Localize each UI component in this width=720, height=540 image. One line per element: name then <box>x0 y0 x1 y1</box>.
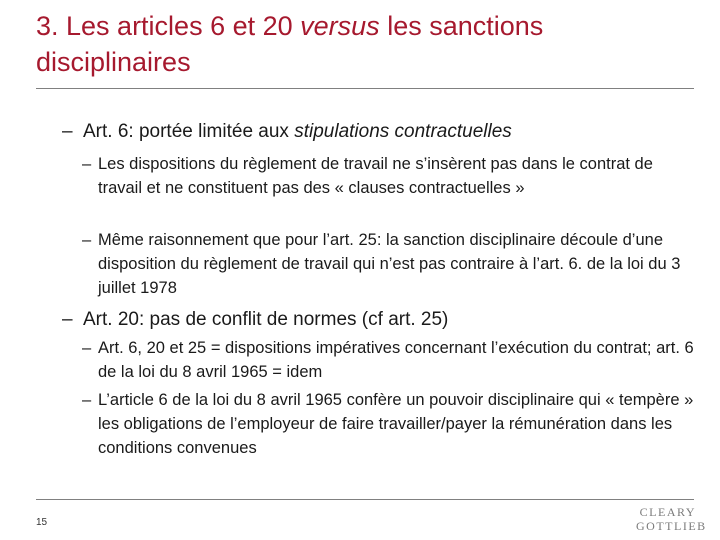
bullet-dash: – <box>62 121 73 142</box>
sub-bullet-text: L’article 6 de la loi du 8 avril 1965 confère un pouvoir disciplinaire qui « tempère » les obligations de l’employeur de faire travailler/payer la rémunération dans les conditions convenues <box>98 391 694 457</box>
page-number: 15 <box>36 517 48 528</box>
sub-bullet <box>82 228 698 300</box>
title-line2: disciplinaires <box>36 47 191 77</box>
logo-line2: GOTTLIEB <box>636 519 707 533</box>
sub-bullet-text: Art. 6, 20 et 25 = dispositions impératives concernant l’exécution du contrat; art. 6 de la loi du 8 avril 1965 = idem <box>98 339 694 381</box>
sub-bullet-dash: – <box>82 155 92 173</box>
slide-title <box>36 8 696 80</box>
title-italic: versus <box>300 11 380 41</box>
sub-bullet-dash: – <box>82 339 92 357</box>
bullet-art-6 <box>62 120 512 144</box>
bullet-text: Art. 20: pas de conflit de normes (cf art. 25) <box>83 309 449 330</box>
sub-bullet <box>82 388 698 460</box>
title-divider <box>36 88 694 89</box>
bullet-text: Art. 6: portée limitée aux <box>83 121 295 142</box>
sub-bullet <box>82 152 698 200</box>
cleary-gottlieb-logo <box>636 505 707 533</box>
sub-bullet-dash: – <box>82 231 92 249</box>
bullet-art-20 <box>62 308 448 332</box>
footer-divider <box>36 499 694 500</box>
sub-bullet-text: Même raisonnement que pour l’art. 25: la sanction disciplinaire découle d’une disposition du règlement de travail qui n’est pas contraire à l’art. 6. de la loi du 3 juillet 1978 <box>98 231 681 297</box>
sub-bullet-dash: – <box>82 391 92 409</box>
sub-bullet-text: Les dispositions du règlement de travail ne s’insèrent pas dans le contrat de travail et ne constituent pas des « clauses contractuelles » <box>98 155 653 197</box>
logo-line1: CLEARY <box>639 505 696 519</box>
bullet-dash: – <box>62 309 73 330</box>
sub-bullet <box>82 336 698 384</box>
title-line1-rest: les sanctions <box>379 11 544 41</box>
title-line1: 3. Les articles 6 et 20 <box>36 11 301 41</box>
bullet-italic: stipulations contractuelles <box>294 121 512 142</box>
